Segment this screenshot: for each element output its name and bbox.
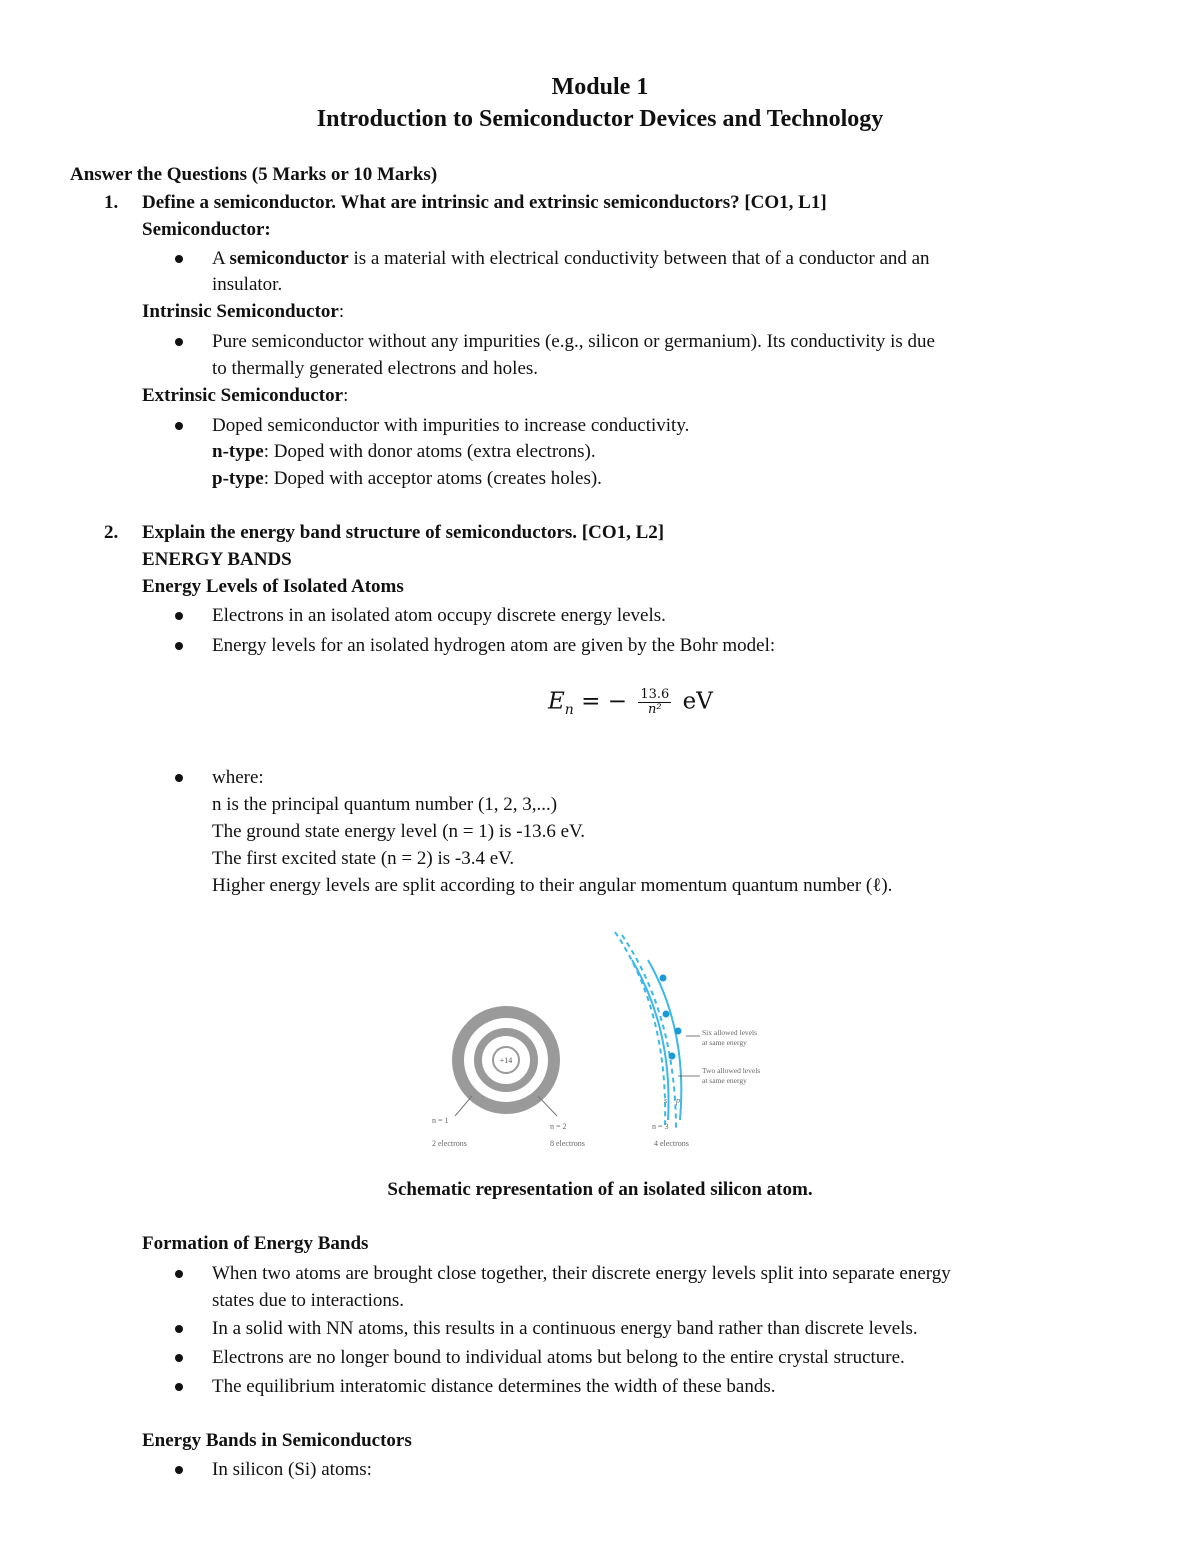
where-line1: n is the principal quantum number (1, 2, 3,...) <box>212 794 558 815</box>
where-line4: Higher energy levels are split according to their angular momentum quantum number (ℓ). <box>212 875 893 896</box>
bands-bullet1: In silicon (Si) atoms: <box>212 1459 372 1480</box>
q1-number: 1. <box>104 192 119 213</box>
bullet-icon <box>175 1270 183 1278</box>
bold-term: Extrinsic Semiconductor <box>142 385 344 406</box>
q1-ntype-line <box>212 440 596 464</box>
shell-n3-label: n = 3 <box>652 1122 669 1131</box>
q1-intrinsic-line2: to thermally generated electrons and holes. <box>212 358 539 379</box>
text-span: is a material with electrical conductivity between that of a conductor and an <box>348 248 930 269</box>
where-label: where: <box>212 767 264 788</box>
formula-unit: eV <box>682 688 713 715</box>
orbit-dashed <box>615 932 668 1125</box>
text-span: : <box>338 301 345 322</box>
s-label: s <box>664 1096 668 1105</box>
q2-bullet-discrete: Electrons in an isolated atom occupy discrete energy levels. <box>212 605 666 626</box>
q1-semiconductor-heading: Semiconductor: <box>142 219 271 240</box>
q1-intrinsic-heading <box>142 300 344 324</box>
bullet-icon <box>175 1466 183 1474</box>
figure-caption: Schematic representation of an isolated silicon atom. <box>387 1179 813 1200</box>
formation-bullet4: The equilibrium interatomic distance determines the width of these bands. <box>212 1376 776 1397</box>
formation-bullet1: When two atoms are brought close together, their discrete energy levels split into separate energy <box>212 1263 951 1284</box>
formula-fraction <box>638 688 671 717</box>
six-levels-label: at same energy <box>702 1038 747 1047</box>
where-line3: The first excited state (n = 2) is -3.4 eV. <box>212 848 515 869</box>
bold-term: semiconductor <box>229 248 349 269</box>
formula-subscript: n <box>564 702 574 719</box>
formula-denominator: n² <box>647 702 662 717</box>
page-title: Introduction to Semiconductor Devices and Technology <box>316 106 884 132</box>
shell-n1-label: n = 1 <box>432 1116 449 1125</box>
silicon-atom-figure <box>410 920 810 1160</box>
shell-n1-electrons: 2 electrons <box>432 1139 467 1148</box>
p-label: p <box>676 1096 680 1105</box>
text-span: : <box>343 385 349 406</box>
text-span: A <box>212 248 230 269</box>
two-levels-label: Two allowed levels <box>702 1066 761 1075</box>
isolated-atoms-heading: Energy Levels of Isolated Atoms <box>142 576 404 597</box>
energy-bands-heading: ENERGY BANDS <box>142 549 292 570</box>
electron <box>669 1053 676 1060</box>
text-span: : Doped with donor atoms (extra electrons). <box>263 441 596 462</box>
electron <box>663 1011 670 1018</box>
bullet-icon <box>175 1354 183 1362</box>
bold-term: p-type <box>212 468 264 489</box>
bullet-icon <box>175 422 183 430</box>
nucleus-label: +14 <box>499 1056 513 1065</box>
q1-ptype-line <box>212 467 602 491</box>
formation-bullet3: Electrons are no longer bound to individual atoms but belong to the entire crystal structure. <box>212 1347 905 1368</box>
bold-term: n-type <box>212 441 264 462</box>
q2-question: Explain the energy band structure of semiconductors. [CO1, L2] <box>142 522 665 543</box>
formation-bullet1-cont: states due to interactions. <box>212 1290 405 1311</box>
q1-extrinsic-heading <box>142 384 348 408</box>
bands-semiconductors-heading: Energy Bands in Semiconductors <box>142 1430 412 1451</box>
q1-question: Define a semiconductor. What are intrinsic and extrinsic semiconductors? [CO1, L1] <box>142 192 827 213</box>
q1-bullet-definition <box>212 247 930 271</box>
bullet-icon <box>175 1325 183 1333</box>
six-levels-label: Six allowed levels <box>702 1028 757 1037</box>
bullet-icon <box>175 1383 183 1391</box>
q2-bullet-bohr: Energy levels for an isolated hydrogen atom are given by the Bohr model: <box>212 635 776 656</box>
q1-intrinsic-line1: Pure semiconductor without any impurities (e.g., silicon or germanium). Its conductivity is due <box>212 331 935 352</box>
shell-n3-electrons: 4 electrons <box>654 1139 689 1148</box>
bullet-icon <box>175 255 183 263</box>
q1-extrinsic-line1: Doped semiconductor with impurities to increase conductivity. <box>212 415 690 436</box>
text-span: : Doped with acceptor atoms (creates holes). <box>263 468 602 489</box>
electron <box>660 975 667 982</box>
bullet-icon <box>175 774 183 782</box>
shell-n2-electrons: 8 electrons <box>550 1139 585 1148</box>
q2-number: 2. <box>104 522 119 543</box>
formula-symbol: E <box>548 688 565 715</box>
where-line2: The ground state energy level (n = 1) is -13.6 eV. <box>212 821 586 842</box>
module-title: Module 1 <box>551 74 649 100</box>
two-levels-label: at same energy <box>702 1076 747 1085</box>
bohr-formula <box>548 688 713 718</box>
electron <box>675 1028 682 1035</box>
formation-heading: Formation of Energy Bands <box>142 1233 369 1254</box>
bold-term: Intrinsic Semiconductor <box>142 301 339 322</box>
shell-n2-label: n = 2 <box>550 1122 567 1131</box>
formula-numerator: 13.6 <box>640 687 670 702</box>
formula-equals: = − <box>581 688 627 715</box>
pointer-line <box>455 1096 472 1116</box>
bullet-icon <box>175 612 183 620</box>
formation-bullet2: In a solid with NN atoms, this results in a continuous energy band rather than discrete levels. <box>212 1318 918 1339</box>
bullet-icon <box>175 642 183 650</box>
q1-bullet-definition-cont: insulator. <box>212 274 283 295</box>
section-heading: Answer the Questions (5 Marks or 10 Marks) <box>70 164 438 185</box>
bullet-icon <box>175 338 183 346</box>
pointer-line <box>538 1096 557 1116</box>
